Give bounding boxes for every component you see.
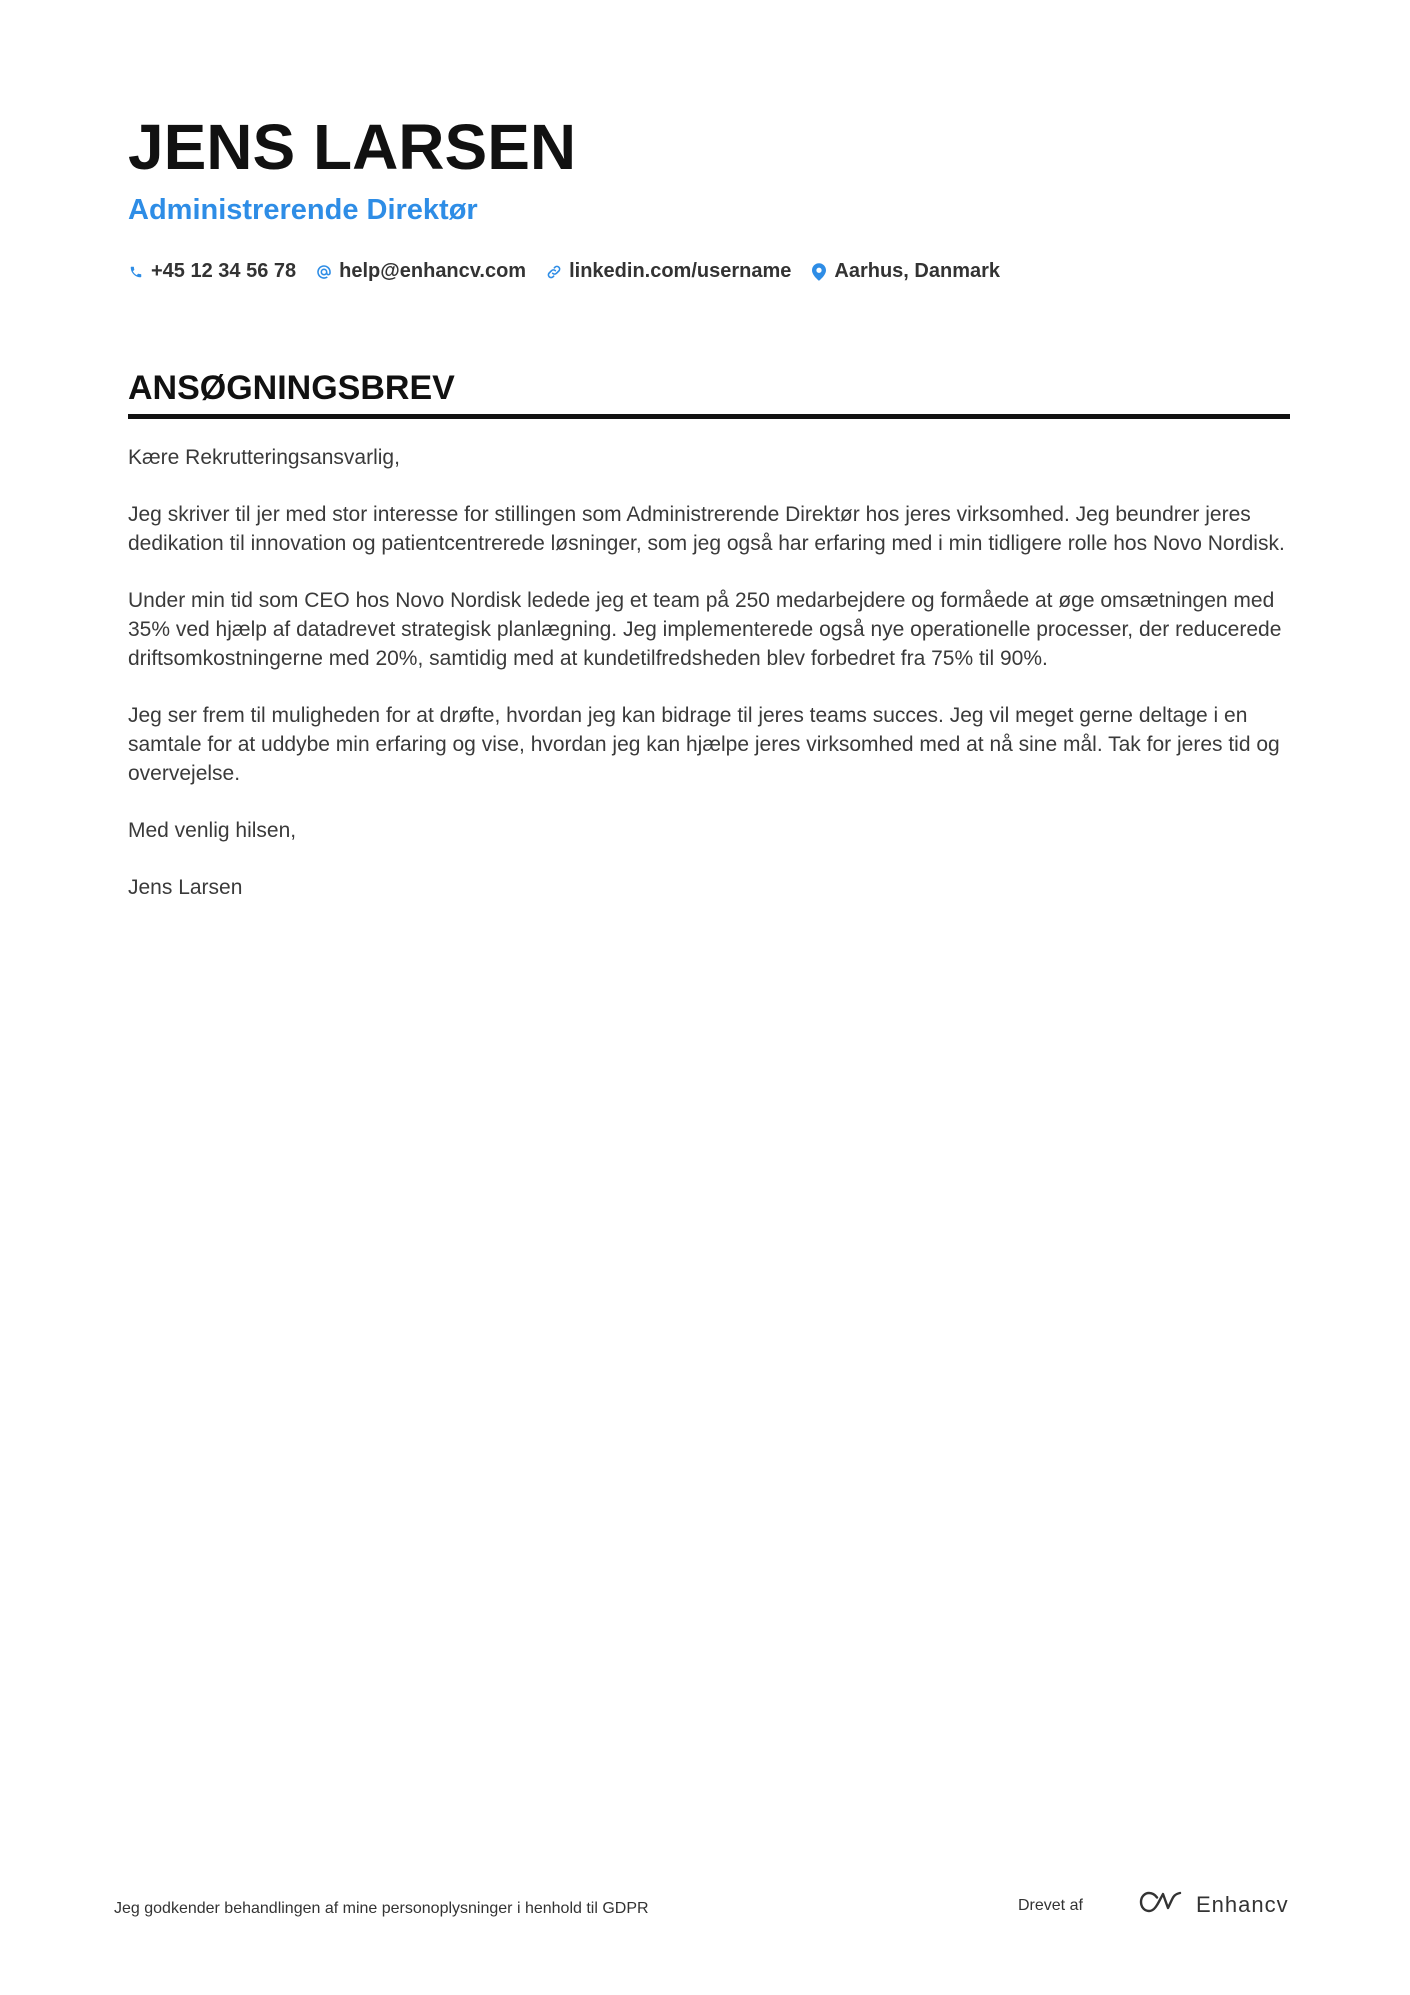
footer — [114, 1890, 1294, 1930]
contact-linkedin-text: linkedin.com/username — [569, 260, 792, 282]
section-heading: ANSØGNINGSBREV — [128, 369, 455, 407]
job-title: Administrerende Direktør — [128, 194, 478, 226]
location-pin-icon — [811, 263, 827, 281]
at-icon — [316, 263, 332, 281]
letter-body — [128, 443, 1290, 902]
cover-letter-section — [128, 366, 1290, 930]
enhancv-logo-icon — [1138, 1890, 1184, 1919]
letter-closing: Med venlig hilsen, — [128, 819, 297, 842]
letter-paragraph-2: Under min tid som CEO hos Novo Nordisk ledede jeg et team på 250 medarbejdere og formåede at øge omsætningen med 35% ved hjælp af datadrevet strategisk planlægning. Jeg implementerede også nye operationelle processer, der reducerede driftsomkostningerne med 20%, samtidig med at kundetilfredsheden blev forbedret fra 75% til 90%. — [128, 589, 1282, 670]
link-icon — [546, 263, 562, 281]
enhancv-brand[interactable] — [1138, 1890, 1289, 1919]
letter-paragraph-1: Jeg skriver til jer med stor interesse for stillingen som Administrerende Direktør hos jeres virksomhed. Jeg beundrer jeres dedikation til innovation og patientcentrerede løsninger, som jeg også har erfaring med i min tidligere rolle hos Novo Nordisk. — [128, 503, 1285, 555]
phone-icon — [128, 263, 144, 281]
applicant-name: JENS LARSEN — [128, 111, 577, 183]
contact-bar — [128, 260, 1288, 283]
section-divider — [128, 414, 1290, 419]
contact-location-text: Aarhus, Danmark — [834, 260, 1001, 282]
contact-email-text: help@enhancv.com — [339, 260, 527, 282]
enhancv-wordmark: Enhancv — [1196, 1891, 1289, 1917]
contact-phone-text: +45 12 34 56 78 — [151, 260, 297, 282]
powered-by-label: Drevet af — [1018, 1897, 1083, 1914]
letter-greeting: Kære Rekrutteringsansvarlig, — [128, 446, 400, 469]
contact-email[interactable] — [316, 260, 526, 283]
gdpr-consent-text: Jeg godkender behandlingen af mine personoplysninger i henhold til GDPR — [114, 1900, 649, 1917]
letter-signature: Jens Larsen — [128, 876, 243, 899]
contact-location — [811, 260, 1000, 283]
contact-linkedin[interactable] — [546, 260, 791, 283]
contact-phone — [128, 260, 296, 283]
header — [128, 108, 1288, 283]
letter-paragraph-3: Jeg ser frem til muligheden for at drøfte, hvordan jeg kan bidrage til jeres teams succes. Jeg vil meget gerne deltage i en samtale for at uddybe min erfaring og vise, hvordan jeg kan hjælpe jeres virksomhed med at nå sine mål. Tak for jeres tid og overvejelse. — [128, 704, 1280, 785]
